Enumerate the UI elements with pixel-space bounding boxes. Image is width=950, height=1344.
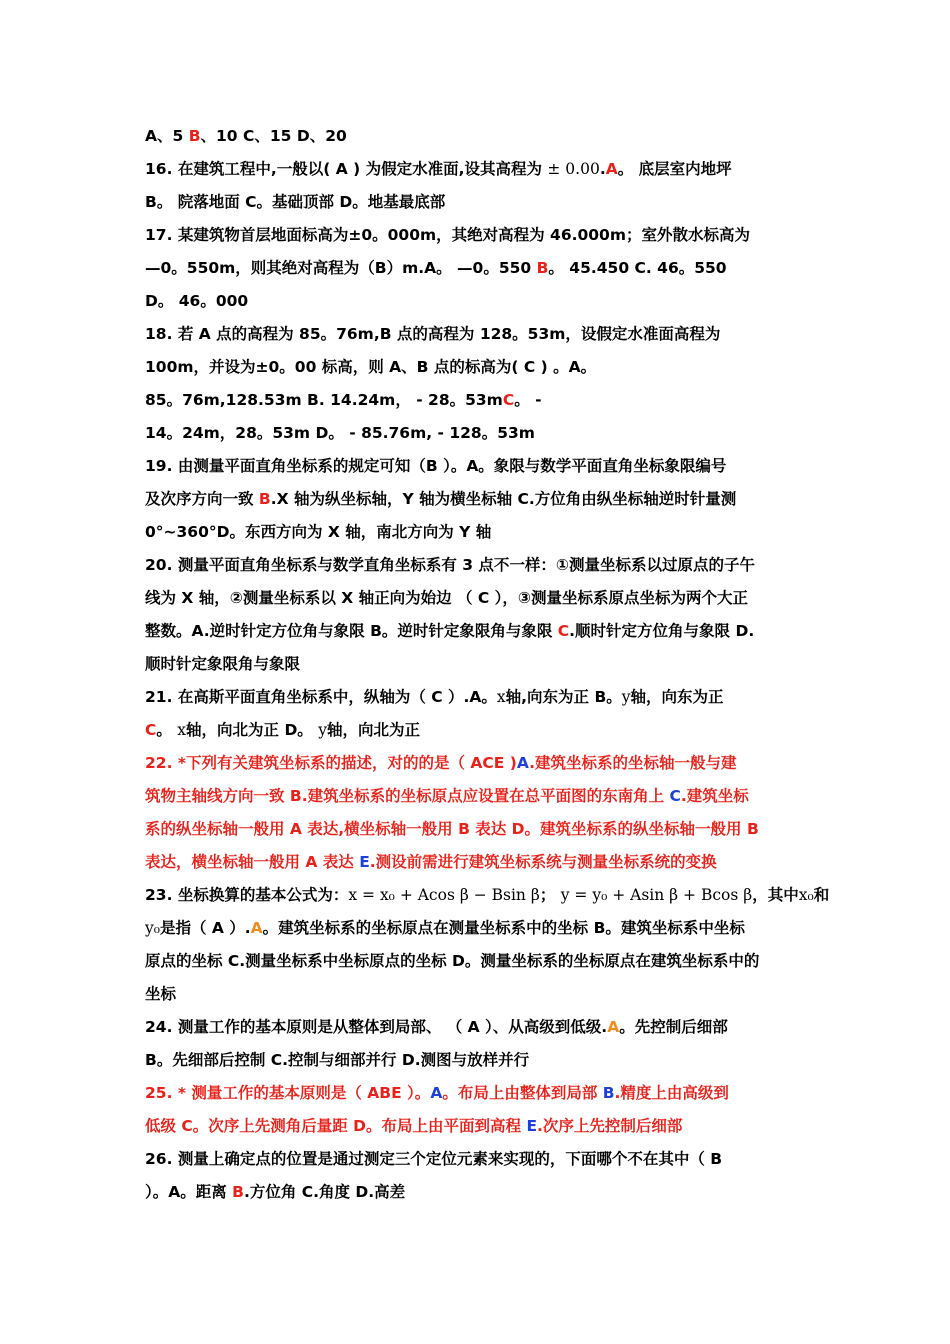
- text-segment: ，其中: [752, 886, 799, 904]
- text-line: [145, 516, 810, 549]
- text-line: [145, 1143, 810, 1176]
- text-segment: B。先细部后控制 C.控制与细部并行 D.测图与放样并行: [145, 1051, 530, 1069]
- text-segment: 85。76m,128.53m B. 14.24m， - 28。53m: [145, 391, 503, 409]
- text-segment: 轴，向东为正: [630, 688, 724, 706]
- text-segment: B: [188, 127, 201, 145]
- text-line: [145, 219, 810, 252]
- text-line: [145, 351, 810, 384]
- text-segment: A、5: [145, 127, 189, 145]
- text-segment: A: [430, 1084, 443, 1102]
- text-line: [145, 945, 810, 978]
- text-line: [145, 615, 810, 648]
- text-segment: A: [250, 919, 263, 937]
- text-segment: D。 46。000: [145, 292, 249, 310]
- text-segment: 。建筑坐标系的坐标原点在测量坐标系中的坐标 B。建筑坐标系中坐标: [262, 919, 745, 937]
- text-segment: 。先控制后细部: [619, 1018, 728, 1036]
- text-line: [145, 1176, 810, 1209]
- text-line: [145, 813, 810, 846]
- text-segment: C: [502, 391, 515, 409]
- text-segment: 14。24m，28。53m D。 - 85.76m, - 128。53m: [145, 424, 535, 442]
- text-segment: 25. * 测量工作的基本原则是（ ABE ）。: [145, 1084, 431, 1102]
- text-segment: A: [605, 160, 618, 178]
- text-segment: 19. 由测量平面直角坐标系的规定可知（B ）。A。象限与数学平面直角坐标象限编号: [145, 457, 727, 475]
- text-line: [145, 879, 830, 912]
- text-line: [145, 417, 810, 450]
- text-segment: E: [526, 1117, 538, 1135]
- text-segment: x: [496, 688, 506, 706]
- text-segment: ；: [539, 886, 561, 904]
- text-segment: 表达，横坐标轴一般用 A 表达: [145, 853, 360, 871]
- text-line: [145, 1077, 810, 1110]
- text-segment: .顺时针定方位角与象限 D.: [569, 622, 755, 640]
- text-segment: 顺时针定象限角与象限: [145, 655, 301, 673]
- text-segment: 、10 C、15 D、20: [200, 127, 347, 145]
- text-line: [145, 120, 810, 153]
- text-segment: 17. 某建筑物首层地面标高为±0。000m，其绝对高程为 46.000m；室外散水标高为: [145, 226, 750, 244]
- text-line: [145, 252, 810, 285]
- text-line: [145, 1044, 810, 1077]
- text-segment: 筑物主轴线方向一致 B.建筑坐标系的坐标原点应设置在总平面图的东南角上: [145, 787, 670, 805]
- text-line: [145, 1110, 810, 1143]
- text-line: [145, 483, 810, 516]
- text-line: [145, 978, 810, 1011]
- text-segment: 坐标: [145, 985, 177, 1003]
- text-segment: C: [145, 721, 157, 739]
- text-line: [145, 384, 810, 417]
- text-segment: 22. *下列有关建筑坐标系的描述，对的的是（ ACE ): [145, 754, 517, 772]
- text-segment: .X 轴为纵坐标轴，Y 轴为横坐标轴 C.方位角由纵坐标轴逆时针量测: [270, 490, 737, 508]
- text-segment: B: [536, 259, 549, 277]
- text-segment: .: [599, 160, 606, 178]
- text-line: [145, 285, 810, 318]
- text-line: [145, 582, 810, 615]
- text-segment: 轴，向北为正 D。: [186, 721, 319, 739]
- text-segment: .建筑坐标: [680, 787, 749, 805]
- text-segment: x = x₀ + Acos β − Bsin β: [348, 886, 540, 904]
- text-line: [145, 846, 810, 879]
- text-segment: —0。550m，则其绝对高程为（B）m.A。 —0。550: [145, 259, 537, 277]
- text-segment: .精度上由高级到: [614, 1084, 729, 1102]
- text-segment: 26. 测量上确定点的位置是通过测定三个定位元素来实现的，下面哪个不在其中（ B: [145, 1150, 723, 1168]
- text-line: [145, 549, 810, 582]
- text-line: [145, 747, 810, 780]
- text-segment: 20. 测量平面直角坐标系与数学直角坐标系有 3 点不一样：①测量坐标系以过原点的子午: [145, 556, 756, 574]
- text-segment: ± 0.00: [547, 160, 600, 178]
- text-segment: y₀: [145, 919, 160, 937]
- text-segment: 轴，向北为正: [326, 721, 420, 739]
- text-line: [145, 780, 810, 813]
- text-segment: .建筑坐标系的坐标轴一般与建: [529, 754, 737, 772]
- text-segment: 。 -: [514, 391, 542, 409]
- text-segment: B: [602, 1084, 615, 1102]
- text-segment: B。 院落地面 C。基础顶部 D。地基最底部: [145, 193, 446, 211]
- text-line: [145, 153, 810, 186]
- text-segment: 21. 在高斯平面直角坐标系中，纵轴为（ C ）.A。: [145, 688, 497, 706]
- text-segment: y: [621, 688, 631, 706]
- text-line: [145, 912, 810, 945]
- text-line: [145, 681, 810, 714]
- text-segment: y = y₀ + Asin β + Bcos β: [560, 886, 753, 904]
- text-segment: y: [318, 721, 327, 739]
- text-segment: x: [177, 721, 187, 739]
- text-segment: 和: [813, 886, 830, 904]
- text-segment: A: [516, 754, 530, 772]
- text-segment: 18. 若 A 点的高程为 85。76m,B 点的高程为 128。53m，设假定水准面高程为: [145, 325, 721, 343]
- text-segment: 及次序方向一致: [145, 490, 259, 508]
- text-segment: A: [607, 1018, 620, 1036]
- text-segment: .方位角 C.角度 D.高差: [243, 1183, 406, 1201]
- text-segment: 。布局上由整体到局部: [442, 1084, 603, 1102]
- text-segment: 23. 坐标换算的基本公式为：: [145, 886, 349, 904]
- text-segment: 整数。A.逆时针定方位角与象限 B。逆时针定象限角与象限: [145, 622, 558, 640]
- text-segment: C: [557, 622, 570, 640]
- text-segment: 0°~360°D。东西方向为 X 轴，南北方向为 Y 轴: [145, 523, 492, 541]
- text-line: [145, 714, 810, 747]
- text-segment: 是指（ A ）.: [159, 919, 251, 937]
- text-segment: .测设前需进行建筑坐标系统与测量坐标系统的变换: [369, 853, 717, 871]
- text-segment: B: [232, 1183, 244, 1201]
- text-segment: .次序上先控制后细部: [537, 1117, 683, 1135]
- text-segment: 。: [156, 721, 178, 739]
- text-segment: 100m，并设为±0。00 标高，则 A、B 点的标高为( C ) 。A。: [145, 358, 597, 376]
- text-line: [145, 1011, 810, 1044]
- text-segment: 低级 C。次序上先测角后量距 D。布局上由平面到高程: [145, 1117, 527, 1135]
- text-segment: 。 底层室内地坪: [617, 160, 732, 178]
- text-segment: B: [258, 490, 271, 508]
- question-text-block: [145, 120, 830, 1209]
- text-line: [145, 648, 810, 681]
- text-segment: 原点的坐标 C.测量坐标系中坐标原点的坐标 D。测量坐标系的坐标原点在建筑坐标系中的: [145, 952, 760, 970]
- text-line: [145, 450, 810, 483]
- text-segment: 线为 X 轴，②测量坐标系以 X 轴正向为始边 （ C ），③测量坐标系原点坐标为两个大正: [145, 589, 749, 607]
- text-segment: 。 45.450 C. 46。550: [548, 259, 727, 277]
- text-line: [145, 318, 810, 351]
- text-segment: ）。A。距离: [145, 1183, 233, 1201]
- text-segment: E: [359, 853, 370, 871]
- text-line: [145, 186, 810, 219]
- text-segment: x₀: [798, 886, 814, 904]
- text-segment: 16. 在建筑工程中,一般以( A ) 为假定水准面,设其高程为: [145, 160, 548, 178]
- text-segment: C: [669, 787, 681, 805]
- text-segment: 24. 测量工作的基本原则是从整体到局部、 （ A ）、从高级到低级.: [145, 1018, 608, 1036]
- text-segment: 系的纵坐标轴一般用 A 表达,横坐标轴一般用 B 表达 D。建筑坐标系的纵坐标轴一般用 B: [145, 820, 759, 838]
- text-segment: 轴,向东为正 B。: [505, 688, 622, 706]
